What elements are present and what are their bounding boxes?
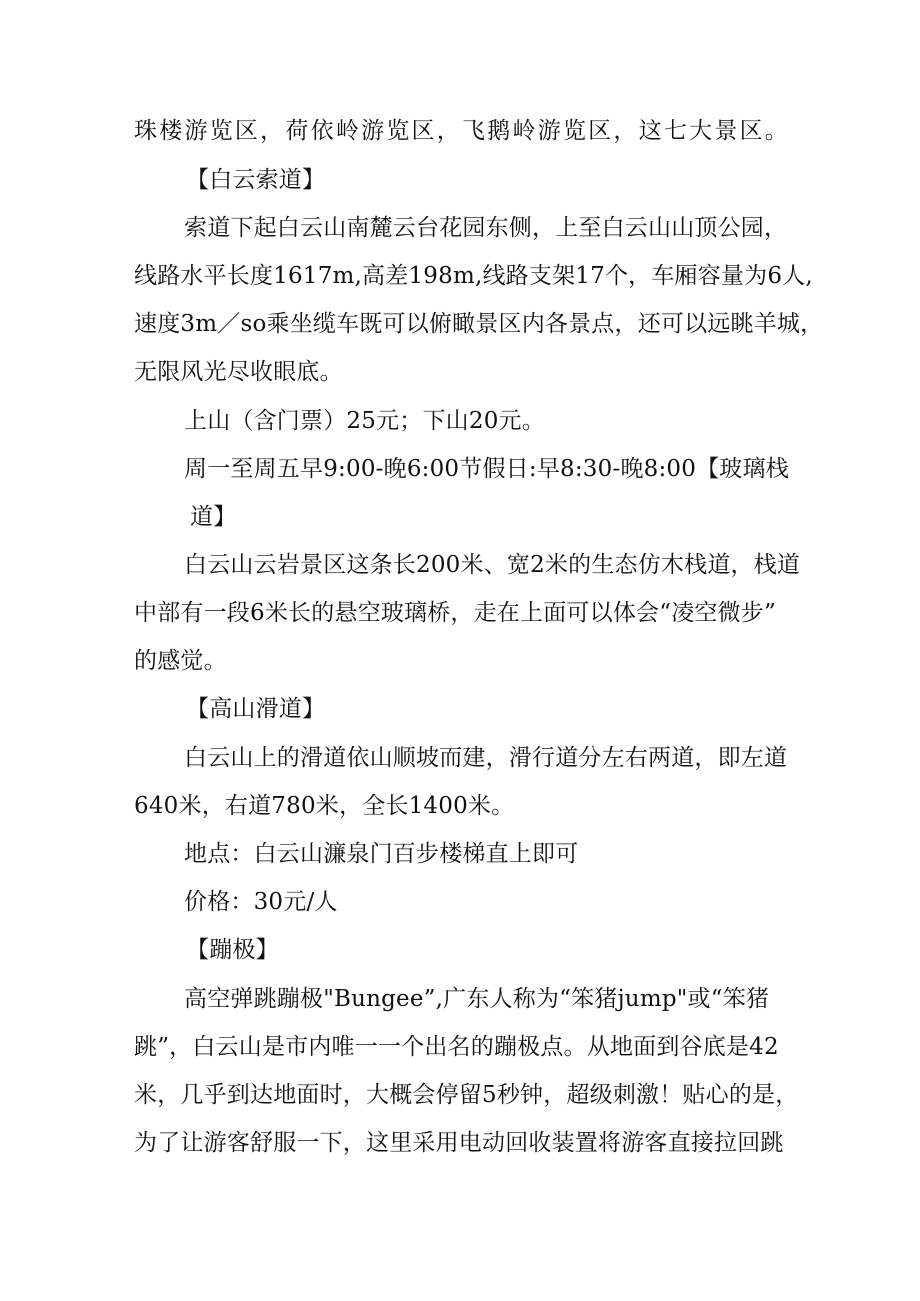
paragraph-line: 索道下起白云山南麓云台花园东侧，上至白云山山顶公园， [184, 215, 788, 241]
location-line: 地点：白云山濂泉门百步楼梯直上即可 [184, 841, 579, 867]
paragraph-line: 速度3m／so乘坐缆车既可以俯瞰景区内各景点，还可以远眺羊城， [134, 311, 824, 337]
hours-line: 周一至周五早9:00-晚6:00节假日:早8:30-晚8:00【玻璃栈 [184, 456, 789, 482]
price-line: 价格：30元/人 [184, 889, 338, 915]
paragraph-line: 为了让游客舒服一下，这里采用电动回收装置将游客直接拉回跳 [134, 1130, 784, 1156]
paragraph-line: 白云山上的滑道依山顺坡而建，滑行道分左右两道，即左道 [184, 745, 788, 771]
paragraph-line: 无限风光尽收眼底。 [134, 359, 343, 385]
section-heading-cableway: 【白云索道】 [186, 167, 326, 193]
paragraph-line: 中部有一段6米长的悬空玻璃桥，走在上面可以体会“凌空微步” [134, 600, 776, 626]
paragraph-line: 珠楼游览区，荷依岭游览区，飞鹅岭游览区，这七大景区。 [134, 118, 788, 144]
section-heading-glass-walkway-tail: 道】 [190, 504, 237, 530]
paragraph-line: 的感觉。 [134, 648, 227, 674]
section-heading-alpine-slide: 【高山滑道】 [186, 696, 326, 722]
section-heading-bungee: 【蹦极】 [186, 937, 279, 963]
paragraph-line: 640米，右道780米，全长1400米。 [134, 793, 515, 819]
paragraph-line: 白云山云岩景区这条长200米、宽2米的生态仿木栈道，栈道 [184, 552, 801, 578]
paragraph-line: 高空弹跳蹦极"Bungee”,广东人称为“笨猪jump"或“笨猪 [184, 986, 770, 1012]
paragraph-line: 米，几乎到达地面时，大概会停留5秒钟，超级刺激！贴心的是， [134, 1082, 799, 1108]
price-line: 上山（含门票）25元；下山20元。 [184, 408, 545, 434]
paragraph-line: 线路水平长度1617m,高差198m,线路支架17个，车厢容量为6人, [134, 263, 813, 289]
paragraph-line: 跳”，白云山是市内唯一一个出名的蹦极点。从地面到谷底是42 [134, 1034, 779, 1060]
